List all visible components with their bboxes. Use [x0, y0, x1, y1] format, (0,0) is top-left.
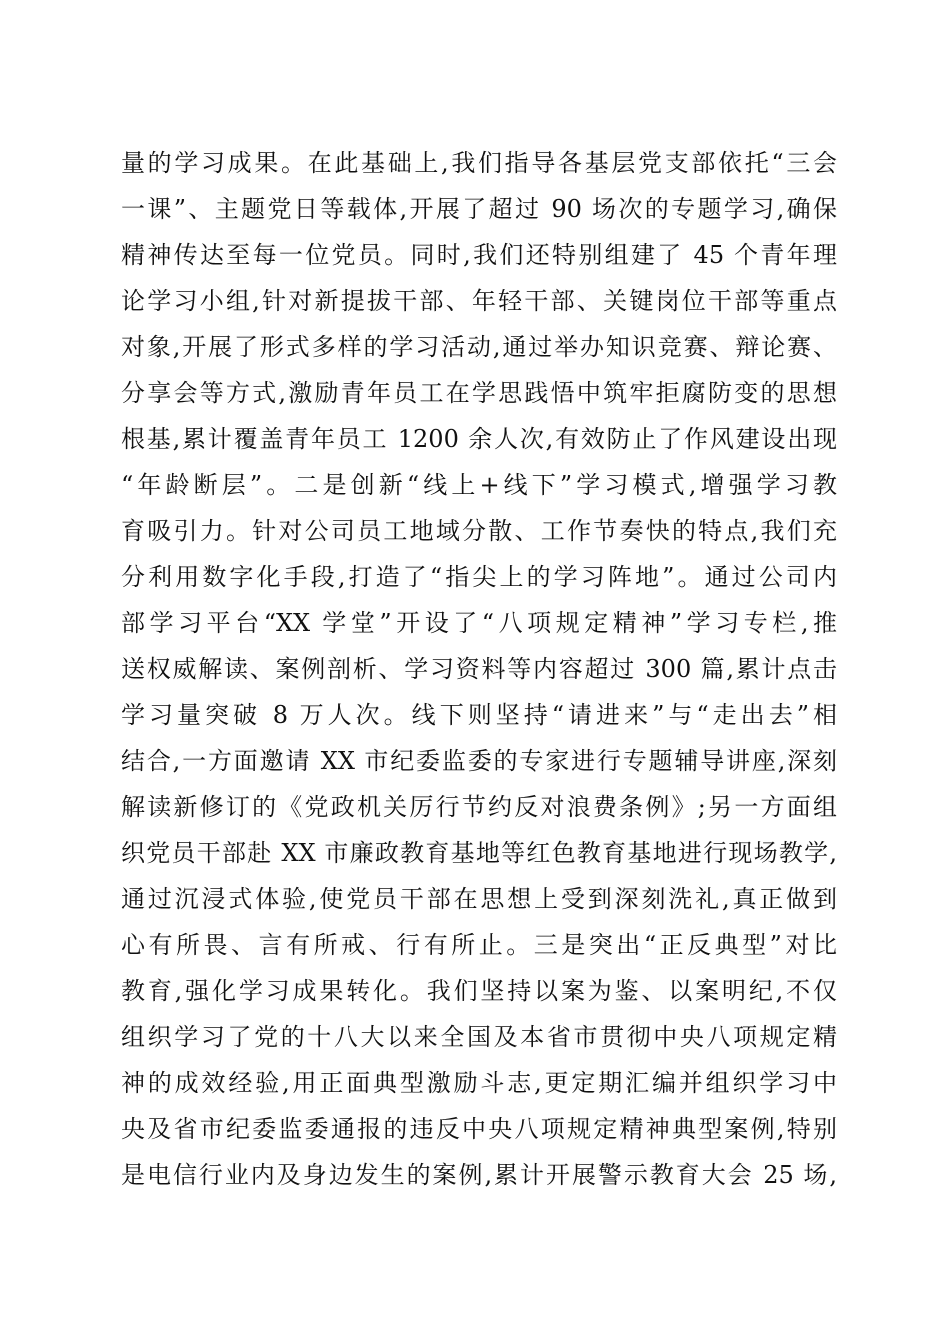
text-line: 心有所畏、言有所戒、行有所止。三是突出“正反典型”对比 [121, 931, 837, 959]
text-line: 部学习平台“XX 学堂”开设了“八项规定精神”学习专栏,推 [121, 609, 837, 637]
text-line: 神的成效经验,用正面典型激励斗志,更定期汇编并组织学习中 [121, 1069, 837, 1097]
text-line: 送权威解读、案例剖析、学习资料等内容超过 300 篇,累计点击 [121, 655, 837, 683]
text-line: 精神传达至每一位党员。同时,我们还特别组建了 45 个青年理 [121, 241, 837, 269]
text-line: 解读新修订的《党政机关厉行节约反对浪费条例》;另一方面组 [121, 793, 837, 821]
text-line: 论学习小组,针对新提拔干部、年轻干部、关键岗位干部等重点 [121, 287, 837, 315]
text-line: 量的学习成果。在此基础上,我们指导各基层党支部依托“三会 [121, 149, 837, 177]
text-line: 育吸引力。针对公司员工地域分散、工作节奏快的特点,我们充 [121, 517, 837, 545]
text-line: 通过沉浸式体验,使党员干部在思想上受到深刻洗礼,真正做到 [121, 885, 837, 913]
text-line: 织党员干部赴 XX 市廉政教育基地等红色教育基地进行现场教学, [121, 839, 837, 867]
text-line: 结合,一方面邀请 XX 市纪委监委的专家进行专题辅导讲座,深刻 [121, 747, 837, 775]
text-line: 教育,强化学习成果转化。我们坚持以案为鉴、以案明纪,不仅 [121, 977, 837, 1005]
text-line: 一课”、主题党日等载体,开展了超过 90 场次的专题学习,确保 [121, 195, 837, 223]
text-line: 对象,开展了形式多样的学习活动,通过举办知识竞赛、辩论赛、 [121, 333, 837, 361]
body-paragraph [121, 140, 837, 1198]
text-line: 分享会等方式,激励青年员工在学思践悟中筑牢拒腐防变的思想 [121, 379, 837, 407]
text-line: 组织学习了党的十八大以来全国及本省市贯彻中央八项规定精 [121, 1023, 837, 1051]
text-line: 是电信行业内及身边发生的案例,累计开展警示教育大会 25 场, [121, 1161, 837, 1189]
text-line: 根基,累计覆盖青年员工 1200 余人次,有效防止了作风建设出现 [121, 425, 837, 453]
text-line: 学习量突破 8 万人次。线下则坚持“请进来”与“走出去”相 [121, 701, 837, 729]
text-line: 央及省市纪委监委通报的违反中央八项规定精神典型案例,特别 [121, 1115, 837, 1143]
text-line: “年龄断层”。二是创新“线上+线下”学习模式,增强学习教 [121, 471, 837, 499]
text-line: 分利用数字化手段,打造了“指尖上的学习阵地”。通过公司内 [121, 563, 837, 591]
